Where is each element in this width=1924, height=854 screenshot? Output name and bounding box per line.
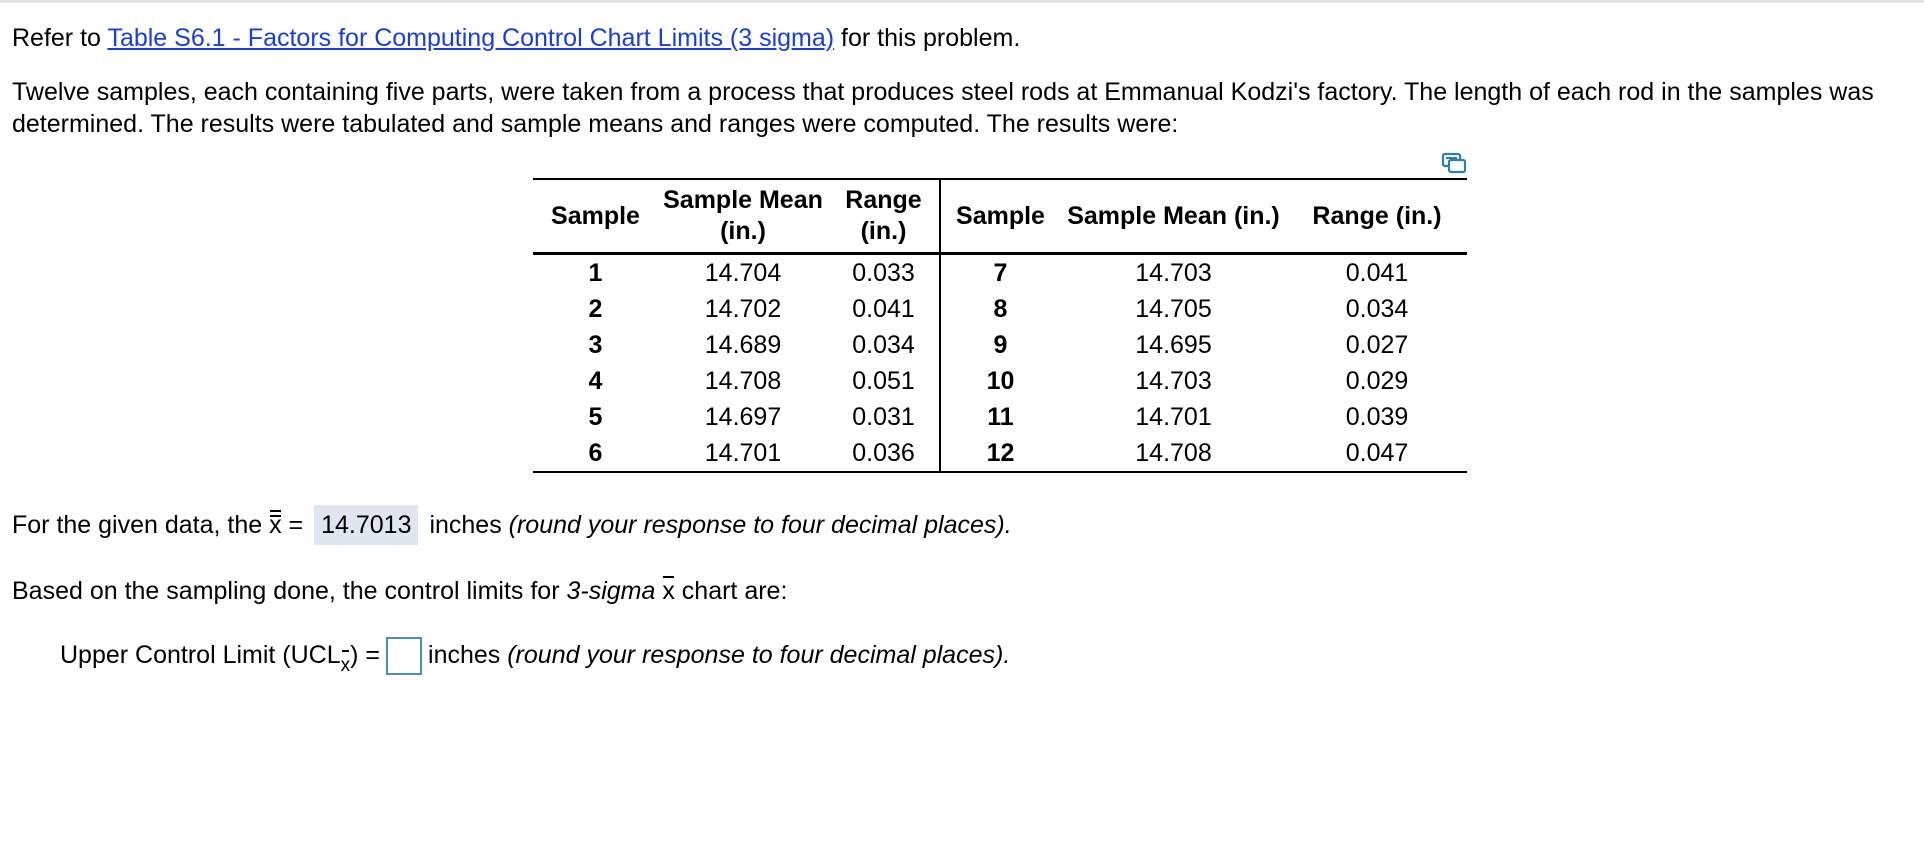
question-content: [12, 22, 1912, 140]
sample-range: 0.051: [828, 363, 940, 399]
sample-number: 10: [986, 366, 1015, 395]
sample-mean: 14.708: [1135, 438, 1212, 467]
intro-paragraph: [12, 22, 1912, 54]
table-row: [533, 435, 1467, 472]
sample-mean: 14.697: [704, 402, 782, 431]
x-bar-symbol: x: [662, 574, 675, 608]
sample-number: 5: [588, 402, 603, 431]
intro-suffix: for this problem.: [834, 24, 1021, 52]
header-range-line1: Range: [845, 186, 922, 214]
intro-prefix: Refer to: [12, 24, 108, 52]
sample-range: 0.039: [1345, 402, 1409, 431]
header-sample: Sample: [533, 179, 658, 254]
sample-range: 0.031: [828, 399, 940, 435]
xbar-answer-value: 14.7013: [314, 505, 418, 545]
sample-mean: 14.703: [1135, 258, 1212, 287]
header-sample-mean-2: Sample Mean (in.): [1060, 179, 1287, 254]
sample-number: 4: [588, 366, 603, 395]
header-sample-mean: [658, 179, 828, 254]
x-double-bar-symbol: x: [269, 507, 282, 543]
sample-mean: 14.708: [704, 366, 782, 395]
table-header-row: [533, 179, 1467, 254]
sample-mean: 14.701: [704, 438, 782, 467]
sigma-label: 3-sigma: [566, 577, 656, 605]
sample-mean: 14.689: [704, 330, 782, 359]
header-sample-2: Sample: [940, 179, 1060, 254]
xbar-unit: inches: [429, 511, 502, 539]
sample-mean: 14.701: [1135, 402, 1212, 431]
top-divider: [0, 0, 1924, 3]
sample-data-table: [533, 178, 1467, 473]
xbar-line-prefix: For the given data, the: [12, 511, 270, 539]
sample-number: 6: [588, 438, 603, 467]
sample-range: 0.029: [1345, 366, 1409, 395]
ucl-input[interactable]: [386, 637, 422, 675]
sample-mean: 14.695: [1135, 330, 1212, 359]
ucl-round-hint: (round your response to four decimal places).: [507, 641, 1011, 669]
sample-mean: 14.703: [1135, 366, 1212, 395]
sample-range: 0.034: [1345, 294, 1409, 323]
table-row: [533, 363, 1467, 399]
sample-number: 7: [993, 258, 1008, 287]
sample-number: 11: [987, 402, 1014, 431]
ucl-unit: inches: [428, 641, 501, 669]
sample-range: 0.034: [828, 327, 940, 363]
copy-table-icon[interactable]: [1441, 152, 1467, 174]
header-range-line2: (in.): [860, 217, 907, 245]
table-row: [533, 254, 1467, 292]
sample-mean: 14.705: [1135, 294, 1212, 323]
sample-range: 0.027: [1345, 330, 1409, 359]
header-range-2: Range (in.): [1287, 179, 1467, 254]
ucl-subscript-x-bar: x: [341, 648, 351, 684]
header-range: [828, 179, 940, 254]
sample-mean: 14.704: [704, 258, 782, 287]
sample-number: 12: [986, 438, 1015, 467]
based-prefix: Based on the sampling done, the control limits for: [12, 577, 567, 605]
table-row: [533, 327, 1467, 363]
ucl-label: Upper Control Limit (UCL: [60, 641, 341, 669]
xbar-round-hint: (round your response to four decimal places).: [508, 511, 1012, 539]
sample-number: 3: [588, 330, 603, 359]
control-limits-intro: [12, 574, 787, 608]
header-sample-mean-line1: Sample Mean: [663, 186, 823, 214]
xbar-equals: =: [281, 511, 311, 539]
sample-mean: 14.702: [704, 294, 782, 323]
ucl-answer-line: [60, 637, 1010, 676]
sample-number: 2: [588, 294, 603, 323]
sample-range: 0.033: [828, 254, 940, 292]
ucl-close: ) =: [350, 641, 381, 669]
xbar-answer-line: [12, 505, 1012, 545]
sample-number: 8: [993, 294, 1008, 323]
sample-range: 0.047: [1345, 438, 1409, 467]
table-row: [533, 399, 1467, 435]
problem-paragraph: Twelve samples, each containing five parts, were taken from a process that produces steel rods at Emmanual Kodzi's factory. The length of each rod in the samples was determined. The results were tabulated and sample means and ranges were computed. The results were:: [12, 78, 1874, 138]
header-sample-mean-line2: (in.): [720, 217, 766, 245]
based-suffix: chart are:: [674, 577, 788, 605]
sample-number: 1: [588, 258, 603, 287]
sample-number: 9: [993, 330, 1008, 359]
table-s6-1-link[interactable]: Table S6.1 - Factors for Computing Control Chart Limits (3 sigma): [107, 24, 835, 52]
sample-range: 0.041: [828, 291, 940, 327]
sample-range: 0.036: [828, 435, 940, 472]
sample-range: 0.041: [1345, 258, 1409, 287]
table-row: [533, 291, 1467, 327]
